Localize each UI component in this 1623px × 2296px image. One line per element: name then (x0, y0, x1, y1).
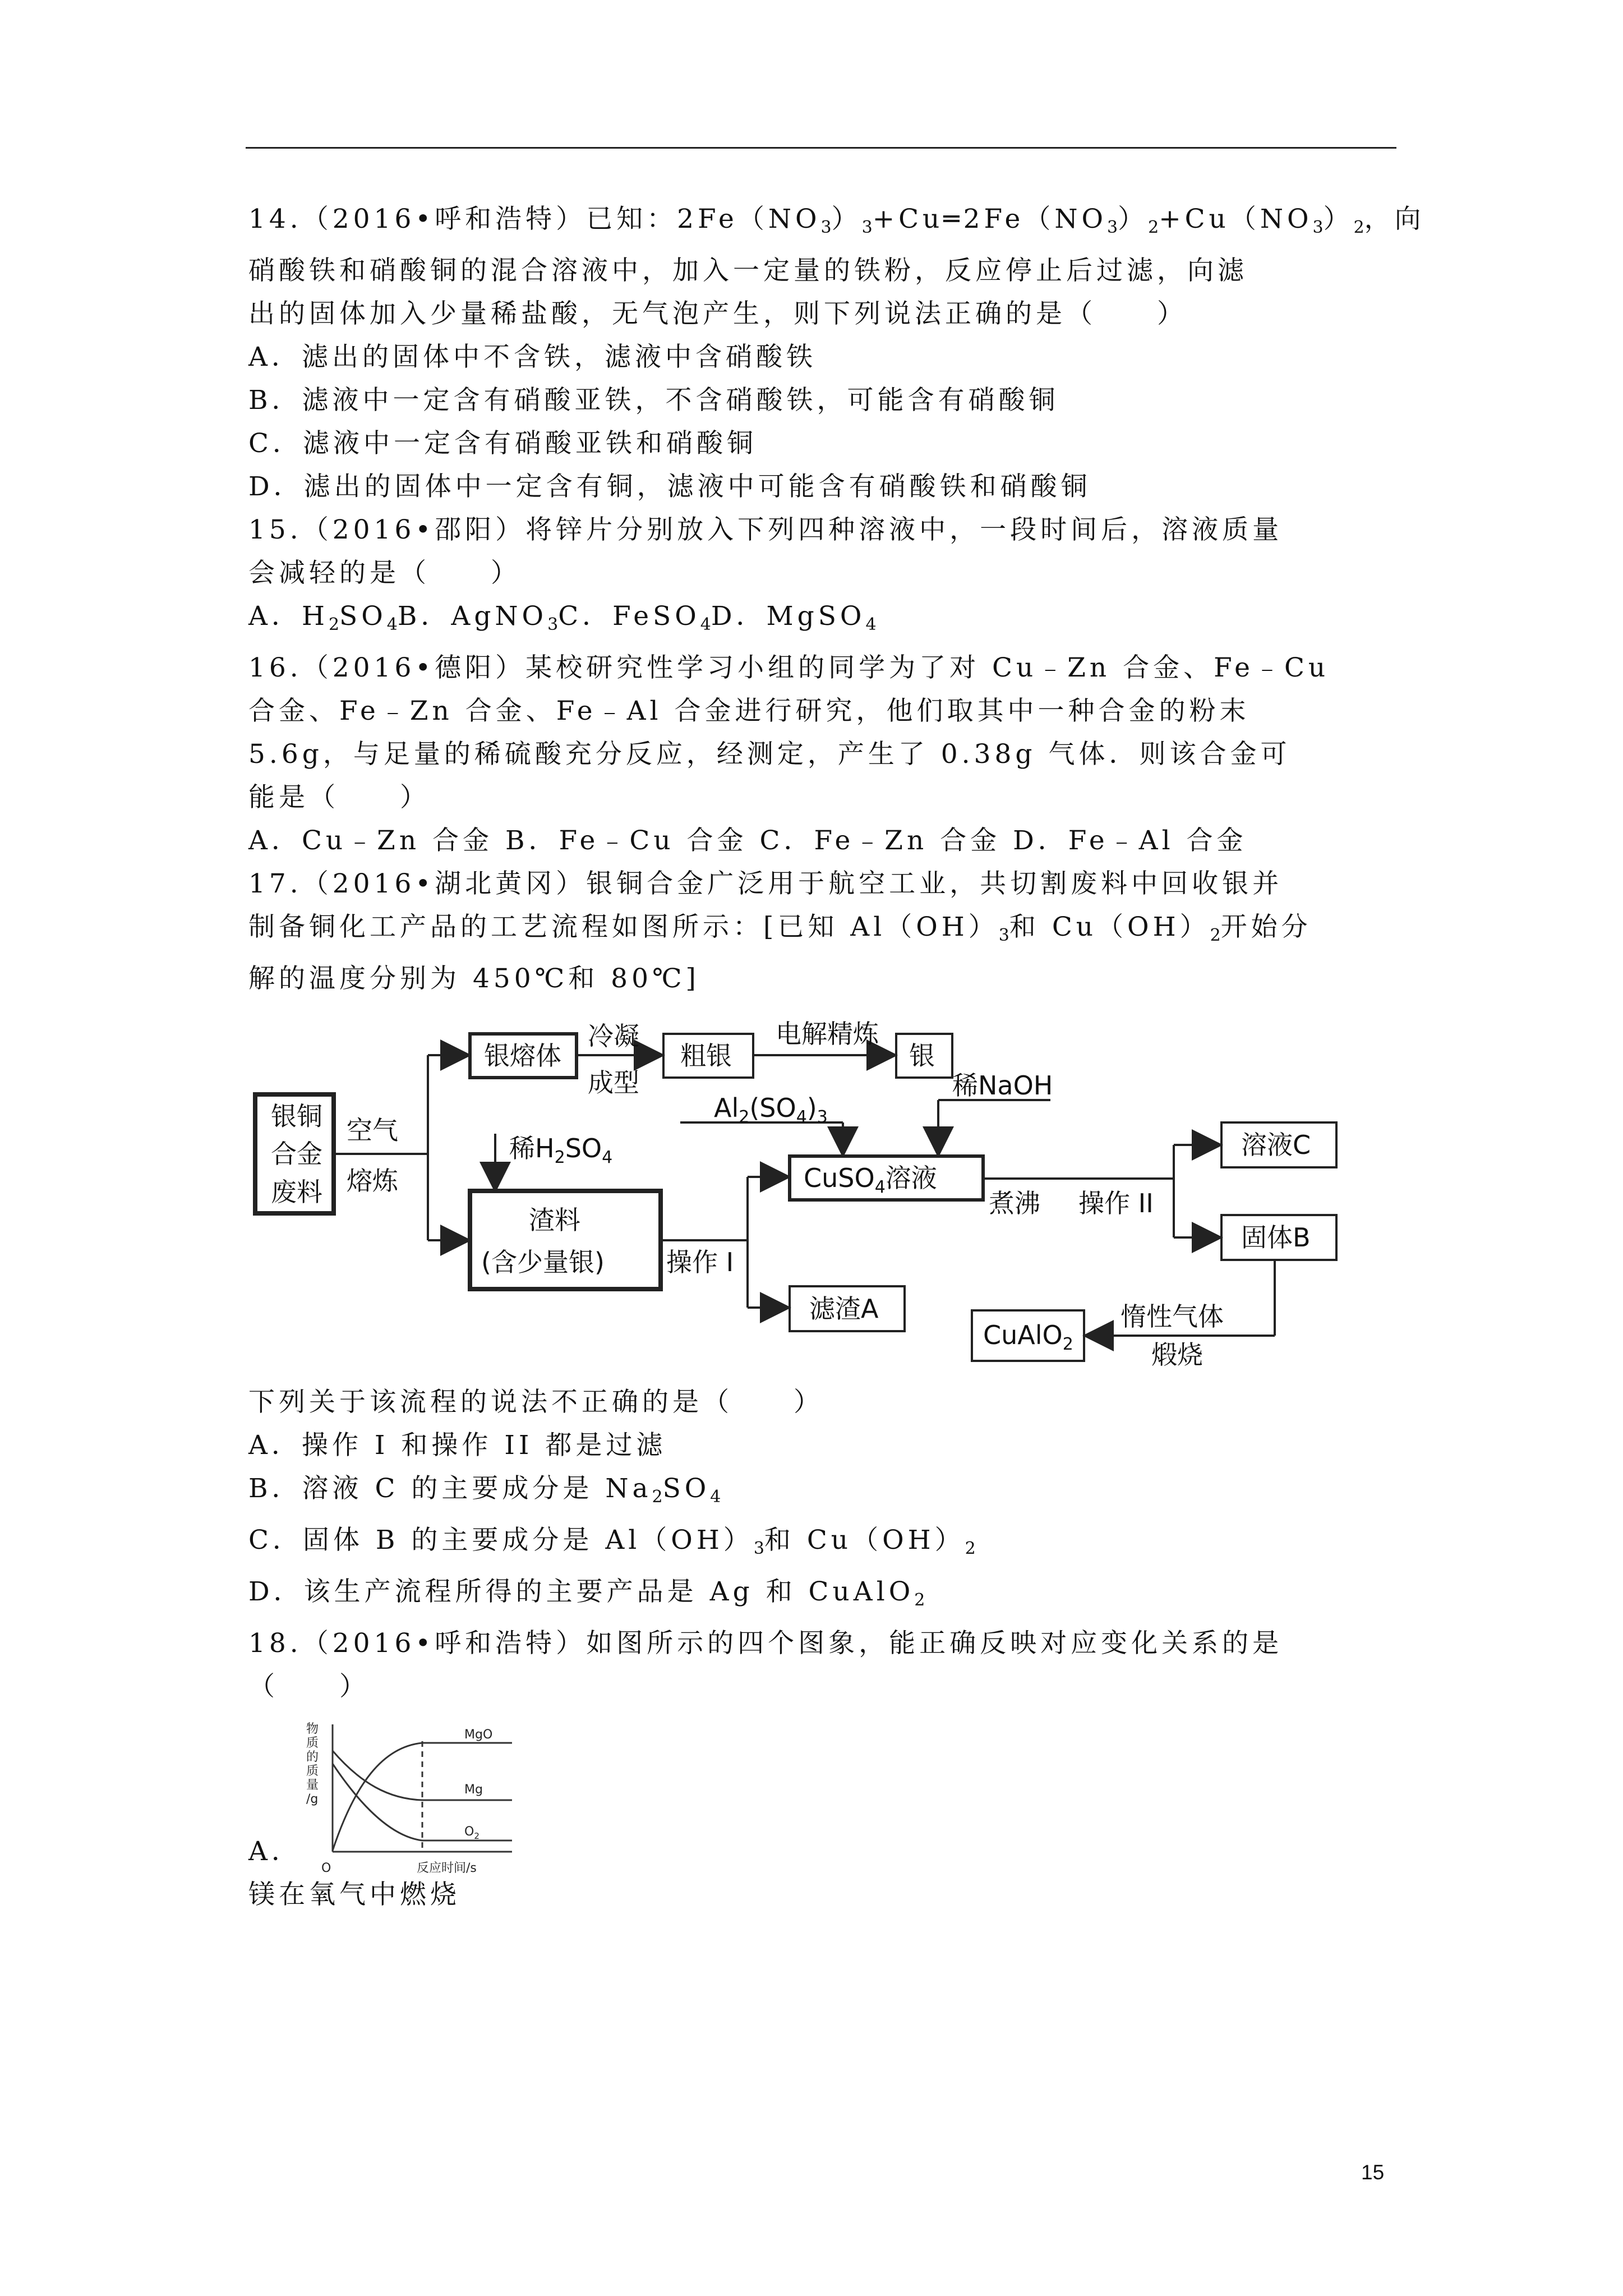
filter-a-label: 滤渣A (809, 1294, 879, 1324)
q16-line-3: 5.6g，与足量的稀硫酸充分反应，经测定，产生了 0.38g 气体．则该合金可 (248, 739, 1291, 770)
q15-line-2: 会减轻的是（ ） (248, 558, 521, 588)
q14-option-c: C．滤液中一定含有硝酸亚铁和硝酸铜 (248, 428, 757, 459)
graph-ylabel-3: 的 (306, 1750, 319, 1764)
silver-label: 银 (909, 1041, 935, 1071)
solution-c-label: 溶液C (1241, 1130, 1311, 1160)
q14-line-2: 硝酸铁和硝酸铜的混合溶液中，加入一定量的铁粉，反应停止后过滤，向滤 (248, 255, 1248, 286)
graph-ylabel-2: 质 (306, 1736, 319, 1750)
q17-option-b: B．溶液 C 的主要成分是 $Na_2SO_4$ (248, 1473, 721, 1507)
graph-ylabel-6: /g (306, 1792, 319, 1806)
cualo2-label: CuAlO$_2$ (983, 1320, 1073, 1354)
q14-line-3: 出的固体加入少量稀盐酸，无气泡产生，则下列说法正确的是（ ） (248, 298, 1187, 329)
q14-option-d: D．滤出的固体中一定含有铜，滤液中可能含有硝酸铁和硝酸铜 (248, 471, 1091, 502)
graph-ylabel-1: 物 (306, 1722, 319, 1736)
q17-line-1: 17.（2016•湖北黄冈）银铜合金广泛用于航空工业，共切割废料中回收银并 (248, 868, 1283, 899)
q16-line-1: 16.（2016•德阳）某校研究性学习小组的同学为了对 Cu﹣Zn 合金、Fe﹣Cu (248, 652, 1330, 683)
graph-a-svg (248, 1716, 753, 1873)
question-16 (248, 646, 1401, 862)
graph-a (248, 1716, 1401, 1873)
q14-line-1: 14.（2016•呼和浩特）已知：$2Fe(NO_3)_3+Cu═2Fe(NO_3)_2+Cu(NO_3)_2$，向 (248, 204, 1425, 237)
shape-label: 成型 (588, 1068, 639, 1098)
page-number: 15 (1361, 2161, 1385, 2184)
graph-origin: O (321, 1861, 331, 1873)
process-flow-diagram (248, 1010, 1401, 1375)
q16-line-4: 能是（ ） (248, 782, 430, 813)
question-14 (248, 197, 1425, 508)
q14-option-a: A．滤出的固体中不含铁，滤液中含硝酸铁 (248, 342, 817, 372)
header-rule (246, 147, 1396, 149)
q18-line-1: 18.（2016•呼和浩特）如图所示的四个图象，能正确反映对应变化关系的是 (248, 1628, 1283, 1659)
page-content (248, 197, 1425, 1916)
q17-line-3: 解的温度分别为 450℃和 80℃] (248, 963, 700, 994)
graph-xlabel: 反应时间/s (417, 1861, 477, 1873)
cuso4-label: CuSO$_4$溶液 (804, 1163, 937, 1197)
q16-options: A．Cu﹣Zn 合金 B．Fe﹣Cu 合金 C．Fe﹣Zn 合金 D．Fe﹣Al 合金 (248, 825, 1247, 856)
series-mgo-label: MgO (464, 1728, 493, 1742)
q18-option-a-label: A． (248, 1836, 302, 1867)
graph-ylabel-4: 质 (306, 1764, 319, 1778)
condense-label: 冷凝 (588, 1021, 639, 1051)
smelt-label: 熔炼 (347, 1166, 398, 1196)
crude-silver-label: 粗银 (680, 1041, 732, 1071)
melt-label: 银熔体 (484, 1041, 561, 1071)
op2-label: 操作 II (1078, 1188, 1154, 1218)
alloy-label-3: 废料 (271, 1177, 322, 1207)
q17-option-c: C．固体 B 的主要成分是 $Al(OH)_3$和 $Cu(OH)_2$ (248, 1525, 976, 1558)
q15-options: A．$H_2SO_4B$．AgNO$_3$C．FeSO$_4$D．MgSO$_4$ (248, 601, 877, 634)
acid-label: 稀$H_2SO_4$ (509, 1133, 613, 1167)
electro-label: 电解精炼 (776, 1019, 879, 1049)
alloy-label-1: 银铜 (271, 1101, 322, 1131)
inert-gas-label: 惰性气体 (1121, 1301, 1224, 1332)
q18-line-2: （ ） (248, 1671, 370, 1702)
question-18 (248, 1622, 1401, 1916)
q16-line-2: 合金、Fe﹣Zn 合金、Fe﹣Al 合金进行研究，他们取其中一种合金的粉末 (248, 696, 1250, 726)
q17-option-a: A．操作 I 和操作 II 都是过滤 (248, 1430, 667, 1461)
op1-label: 操作 I (666, 1247, 734, 1277)
series-mg-label: Mg (464, 1783, 483, 1797)
flow-svg (248, 1010, 1401, 1375)
al-salt-label: $Al_2(SO_4)_3$ (714, 1093, 828, 1127)
q17-option-d: D．该生产流程所得的主要产品是 Ag 和 CuAlO$_2$ (248, 1576, 925, 1610)
q17-line-2: 制备铜化工产品的工艺流程如图所示：[已知 $Al(OH)_3$和 $Cu(OH)_2$开始分 (248, 912, 1312, 945)
series-o2-label: $O_2$ (464, 1825, 479, 1841)
q18-option-a-caption: 镁在氧气中燃烧 (248, 1879, 460, 1910)
q17-question: 下列关于该流程的说法不正确的是（ ） (248, 1387, 824, 1418)
slag-label: 渣料 (529, 1205, 580, 1235)
air-label: 空气 (347, 1115, 398, 1145)
slag-note: (含少量银) (481, 1247, 605, 1277)
question-17 (248, 862, 1401, 1622)
graph-ylabel-5: 量 (306, 1778, 319, 1792)
naoh-label: 稀NaOH (952, 1070, 1053, 1101)
alloy-label-2: 合金 (271, 1139, 322, 1169)
q14-option-b: B．滤液中一定含有硝酸亚铁，不含硝酸铁，可能含有硝酸铜 (248, 385, 1059, 416)
solid-b-label: 固体B (1241, 1222, 1311, 1253)
question-15 (248, 508, 1401, 646)
boil-label: 煮沸 (989, 1188, 1040, 1218)
q15-line-1: 15.（2016•邵阳）将锌片分别放入下列四种溶液中，一段时间后，溶液质量 (248, 514, 1283, 545)
burn-label: 煅烧 (1151, 1340, 1203, 1370)
